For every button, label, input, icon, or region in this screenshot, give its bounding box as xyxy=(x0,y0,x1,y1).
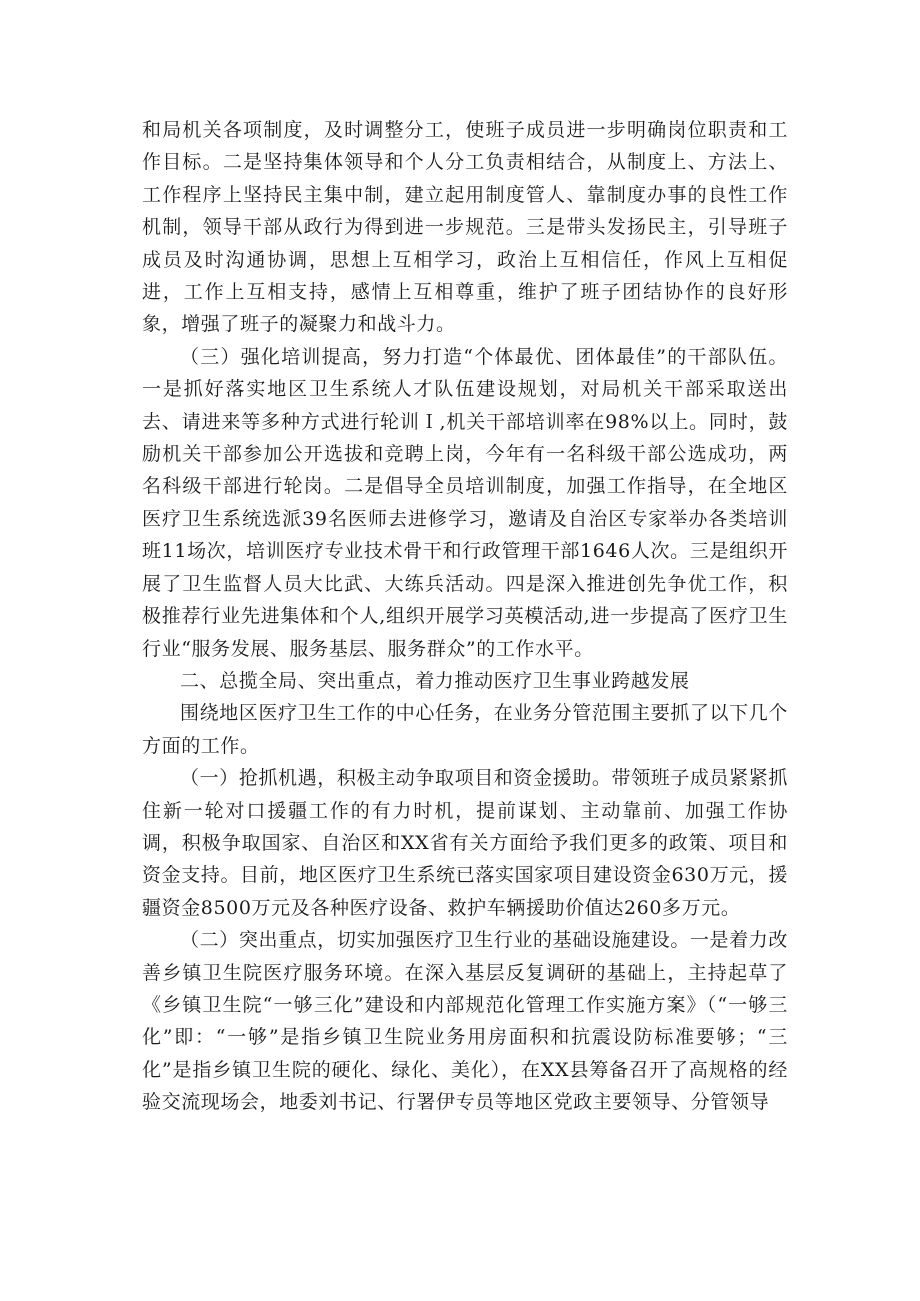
paragraph-continuation: 和局机关各项制度，及时调整分工，使班子成员进一步明确岗位职责和工作目标。二是坚持集体领导和个人分工负责相结合，从制度上、方法上、工作程序上坚持民主集中制，建立起用制度管人、靠制度办事的良性工作机制，领导干部从政行为得到进一步规范。三是带头发扬民主，引导班子成员及时沟通协调，思想上互相学习，政治上互相信任，作风上互相促进，工作上互相支持，感情上互相尊重，维护了班子团结协作的良好形象，增强了班子的凝聚力和战斗力。 xyxy=(142,119,788,336)
section-heading-two: 二、总揽全局、突出重点，着力推动医疗卫生事业跨越发展 xyxy=(180,669,690,692)
paragraph-infrastructure: （二）突出重点，切实加强医疗卫生行业的基础设施建设。一是着力改善乡镇卫生院医疗服务环境。在深入基层反复调研的基础上，主持起草了《乡镇卫生院“一够三化”建设和内部规范化管理工作实施方案》（“一够三化”即：“一够”是指乡镇卫生院业务用房面积和抗震设防标准要够；“三化”是指乡镇卫生院的硬化、绿化、美化），在XX县筹备召开了高规格的经验交流现场会，地委刘书记、行署伊专员等地区党政主要领导、分管领导 xyxy=(142,929,788,1114)
document-body xyxy=(142,114,788,1119)
paragraph-intro: 围绕地区医疗卫生工作的中心任务，在业务分管范围主要抓了以下几个方面的工作。 xyxy=(142,702,788,757)
paragraph-training: （三）强化培训提高，努力打造“个体最优、团体最佳”的干部队伍。一是抓好落实地区卫生系统人才队伍建设规划，对局机关干部采取送出去、请进来等多种方式进行轮训Ｉ,机关干部培训率在98%以上。同时，鼓励机关干部参加公开选拔和竞聘上岗，今年有一名科级干部公选成功，两名科级干部进行轮岗。二是倡导全员培训制度，加强工作指导，在全地区医疗卫生系统选派39名医师去进修学习，邀请及自治区专家举办各类培训班11场次，培训医疗专业技术骨干和行政管理干部1646人次。三是组织开展了卫生监督人员大比武、大练兵活动。四是深入推进创先争优工作，积极推荐行业先进集体和个人,组织开展学习英模活动,进一步提高了医疗卫生行业“服务发展、服务基层、服务群众”的工作水平。 xyxy=(142,345,788,660)
paragraph-opportunity: （一）抢抓机遇，积极主动争取项目和资金援助。带领班子成员紧紧抓住新一轮对口援疆工作的有力时机，提前谋划、主动靠前、加强工作协调，积极争取国家、自治区和XX省有关方面给予我们更多的政策、项目和资金支持。目前，地区医疗卫生系统已落实国家项目建设资金630万元，援疆资金8500万元及各种医疗设备、救护车辆援助价值达260多万元。 xyxy=(142,767,788,919)
